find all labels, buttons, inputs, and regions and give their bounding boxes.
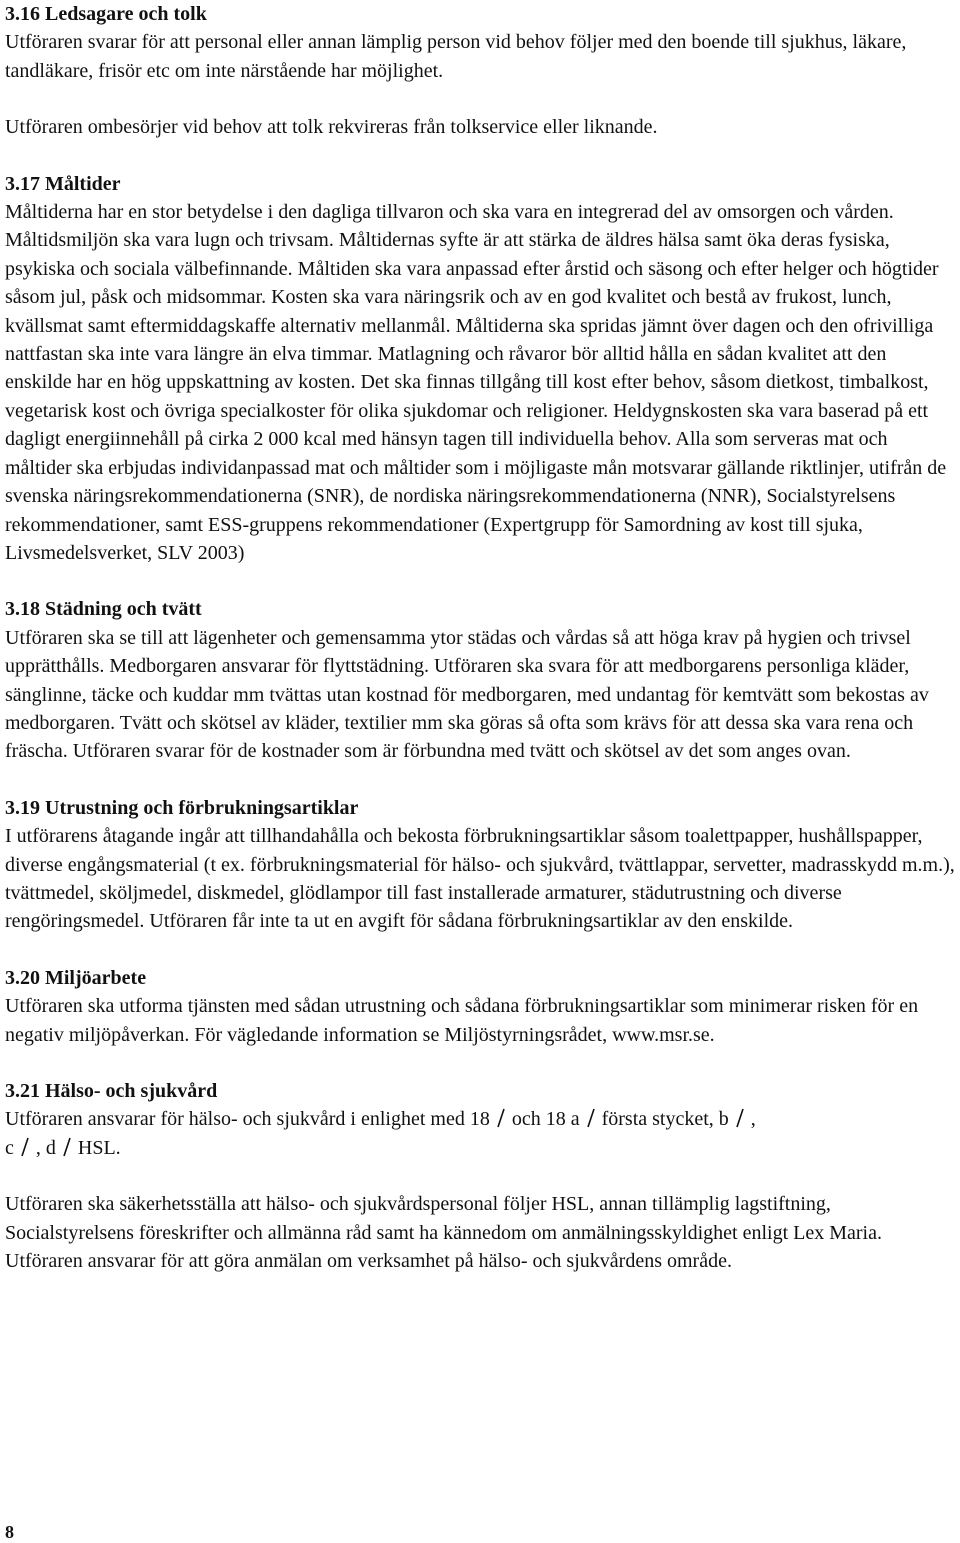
section-3-17 <box>5 170 955 568</box>
paragraph <box>5 1105 955 1162</box>
paragraph: I utförarens åtagande ingår att tillhandahålla och bekosta förbrukningsartiklar såsom toalettpapper, hushållspapper, diverse engångsmaterial (t ex. förbrukningsmaterial för hälso- och sjukvård, tvättlappar, servetter, madrasskydd m.m.), tvättmedel, sköljmedel, diskmedel, glödlampor till fast installerade armaturer, städutrustning och diverse rengöringsmedel. Utföraren får inte ta ut en avgift för sådana förbrukningsartiklar av den enskilde. <box>5 825 955 933</box>
text-run: , <box>750 1108 756 1131</box>
paragraph: Måltiderna har en stor betydelse i den dagliga tillvaron och ska vara en integrerad del av omsorgen och vården. Måltidsmiljön ska vara lugn och trivsam. Måltidernas syfte är att stärka de äldres hälsa samt öka deras fysiska, psykiska och sociala välbefinnande. Måltiden ska vara anpassad efter årstid och säsong och efter helger och högtider såsom jul, påsk och midsommar. Kosten ska vara näringsrik och av en god kvalitet och bestå av frukost, lunch, kvällsmat samt eftermiddagskaffe alternativ mellanmål. Måltiderna ska spridas jämnt över dagen och den ofrivilliga nattfastan ska inte vara längre än elva timmar. Matlagning och råvaror bör alltid hålla en sådan kvalitet att den enskilde har en hög uppskattning av kosten. Det ska finnas tillgång till kost efter behov, såsom dietkost, timbalkost, vegetarisk kost och övriga specialkoster för olika sjukdomar och religioner. Heldygnskosten ska vara baserad på ett dagligt energiinnehåll på cirka 2 000 kcal med hänsyn tagen till individuella behov. Alla som serveras mat och måltider ska erbjudas individanpassad mat och måltider som i möjligaste mån motsvarar gällande riktlinjer, utifrån de svenska näringsrekommendationerna (SNR), de nordiska näringsrekommendationerna (NNR), Socialstyrelsens rekommendationer, samt ESS-gruppens rekommendationer (Expertgrupp för Samordning av kost till sjuka, Livsmedelsverket, SLV 2003) <box>5 201 947 564</box>
paragraph: Utföraren svarar för att personal eller annan lämplig person vid behov följer med den boende till sjukhus, läkare, tandläkare, frisör etc om inte närstående har möjlighet. <box>5 31 907 82</box>
section-3-18 <box>5 595 955 765</box>
section-3-20 <box>5 964 955 1049</box>
section-sign-icon <box>18 1136 32 1158</box>
section-sign-icon <box>60 1136 74 1158</box>
section-3-21 <box>5 1077 955 1275</box>
paragraph: Utföraren ska utforma tjänsten med sådan utrustning och sådana förbrukningsartiklar som minimerar risken för en negativ miljöpåverkan. För vägledande information se Miljöstyrningsrådet, www.msr.se. <box>5 995 919 1046</box>
text-run: , d <box>35 1136 56 1159</box>
section-sign-icon <box>584 1107 598 1129</box>
section-3-19 <box>5 794 955 936</box>
text-run: första stycket, b <box>601 1108 729 1131</box>
section-sign-icon <box>733 1107 747 1129</box>
text-run: Utföraren ansvarar för hälso- och sjukvård i enlighet med 18 <box>5 1108 490 1131</box>
paragraph: Utföraren ombesörjer vid behov att tolk rekvireras från tolkservice eller liknande. <box>5 116 658 139</box>
section-heading: 3.18 Städning och tvätt <box>5 598 202 621</box>
section-heading: 3.17 Måltider <box>5 172 121 195</box>
section-heading: 3.20 Miljöarbete <box>5 966 147 989</box>
section-sign-icon <box>494 1107 508 1129</box>
paragraph: Utföraren ska se till att lägenheter och gemensamma ytor städas och vårdas så att höga krav på hygien och trivsel upprätthålls. Medborgaren ansvarar för flyttstädning. Utföraren ska svara för att medborgarens personliga kläder, sänglinne, täcke och kuddar mm tvättas utan kostnad för medborgaren, med undantag för kemtvätt som bekostas av medborgaren. Tvätt och skötsel av kläder, textilier mm ska göras så ofta som krävs för att dessa ska vara rena och fräscha. Utföraren svarar för de kostnader som är förbundna med tvätt och skötsel av det som anges ovan. <box>5 626 929 763</box>
section-heading: 3.21 Hälso- och sjukvård <box>5 1080 218 1102</box>
text-run: och 18 a <box>511 1108 580 1131</box>
document-page <box>5 0 955 1275</box>
section-3-16 <box>5 0 955 142</box>
paragraph: Utföraren ska säkerhetsställa att hälso- och sjukvårdspersonal följer HSL, annan tillämplig lagstiftning, Socialstyrelsens föreskrifter och allmänna råd samt ha kännedom om anmälningsskyldighet enligt Lex Maria. Utföraren ansvarar för att göra anmälan om verksamhet på hälso- och sjukvårdens område. <box>5 1193 882 1273</box>
text-run: c <box>5 1136 14 1159</box>
text-run: HSL. <box>77 1136 121 1159</box>
page-number: 8 <box>5 1522 14 1542</box>
section-heading: 3.16 Ledsagare och tolk <box>5 3 207 25</box>
section-heading: 3.19 Utrustning och förbrukningsartiklar <box>5 796 359 819</box>
